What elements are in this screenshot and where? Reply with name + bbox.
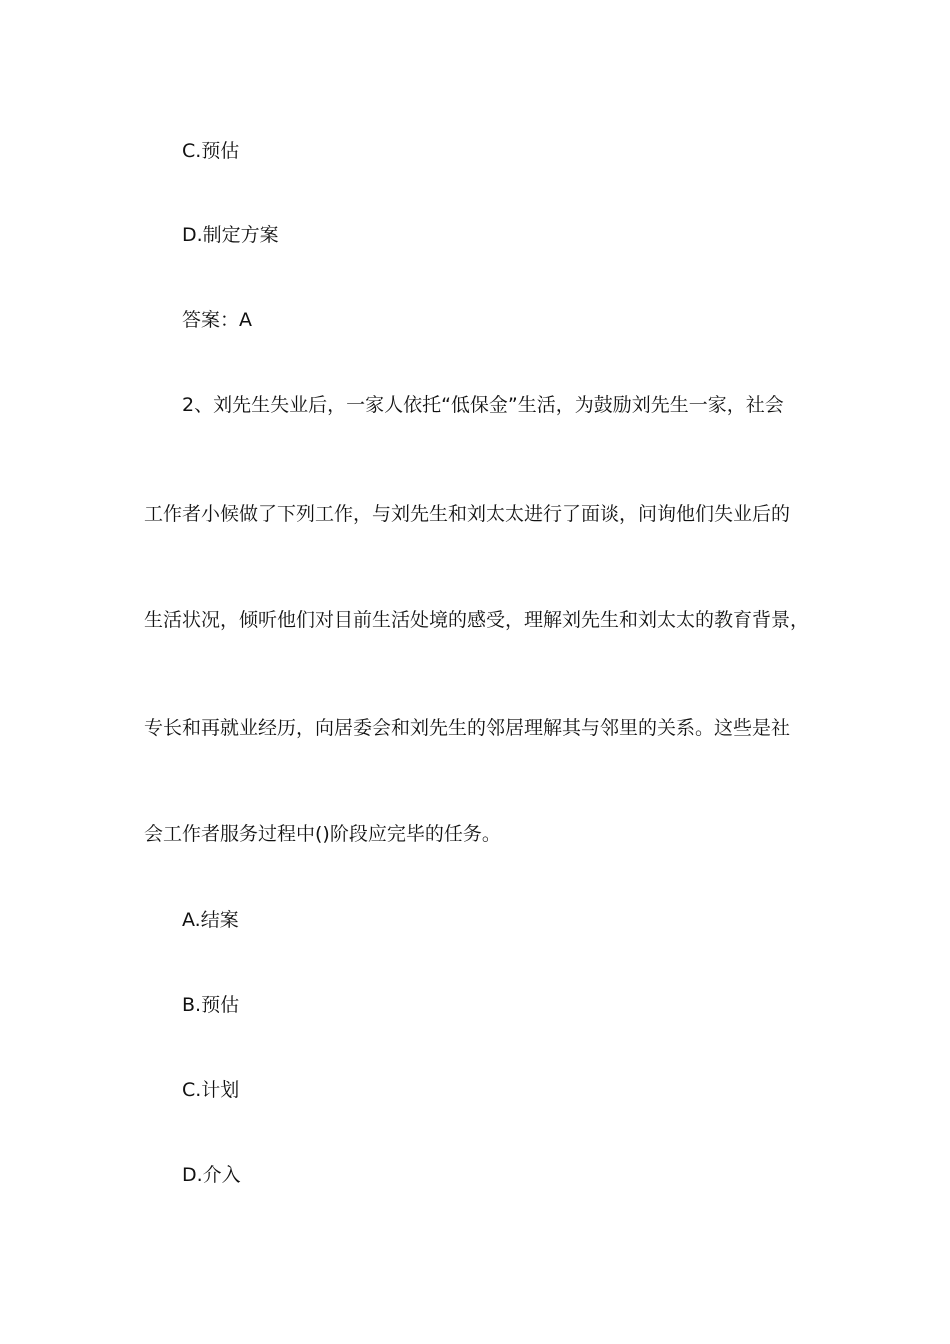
question-2-line-5: 会工作者服务过程中()阶段应完毕的任务。 xyxy=(144,823,501,845)
answer-prev: 答案：A xyxy=(182,309,252,331)
option-a: A.结案 xyxy=(182,909,239,931)
question-2-line-3: 生活状况，倾听他们对目前生活处境的感受，理解刘先生和刘太太的教育背景， xyxy=(144,609,810,631)
option-b: B.预估 xyxy=(182,994,240,1016)
option-c: C.计划 xyxy=(182,1079,240,1101)
option-d-prev: D.制定方案 xyxy=(182,224,279,246)
option-d: D.介入 xyxy=(182,1164,241,1186)
question-2-line-1: 2、刘先生失业后，一家人依托“低保金”生活，为鼓励刘先生一家，社会 xyxy=(182,394,784,416)
question-2-line-2: 工作者小候做了下列工作，与刘先生和刘太太进行了面谈，问询他们失业后的 xyxy=(144,503,791,525)
question-2-line-4: 专长和再就业经历，向居委会和刘先生的邻居理解其与邻里的关系。这些是社 xyxy=(144,717,791,739)
option-c-prev: C.预估 xyxy=(182,140,240,162)
